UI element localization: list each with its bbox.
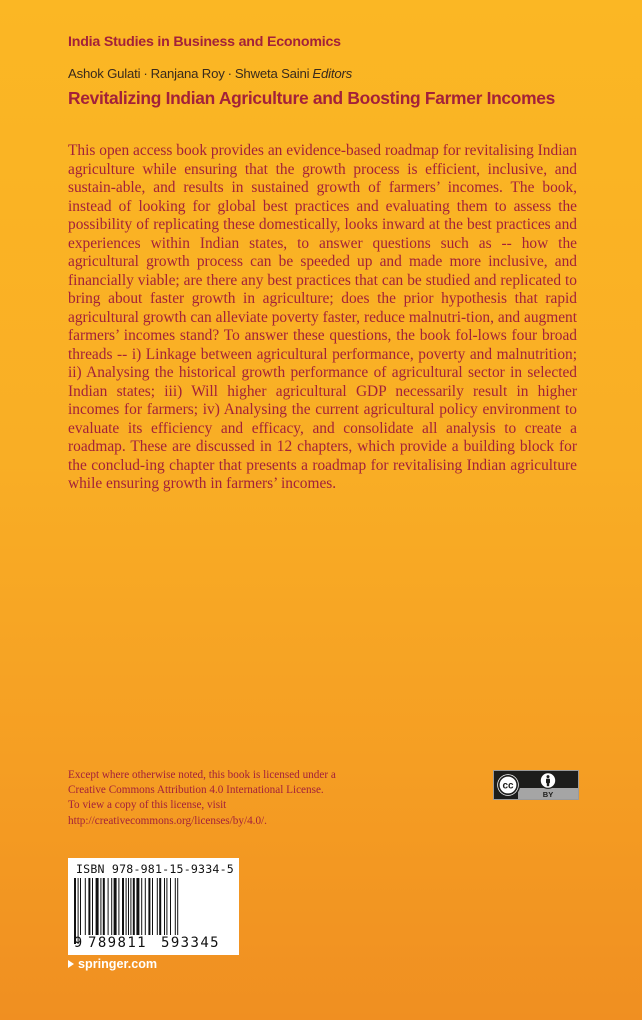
publisher-link-label: springer.com	[78, 957, 158, 971]
barcode-bar	[170, 878, 171, 935]
isbn-barcode	[68, 858, 239, 955]
cc-by-label: BY	[542, 789, 554, 799]
license-line: Except where otherwise noted, this book is licensed under a	[68, 769, 336, 781]
barcode-bar	[145, 878, 146, 935]
barcode-bar	[103, 878, 105, 935]
book-blurb: This open access book provides an evidence-based roadmap for revitalising Indian agriculture while ensuring that the growth process is efficient, inclusive, and sustain-able, and results in sustained growth of farmers’ incomes. The book, instead of looking for global best practices and evaluating them to assess the possibility of replicating these domestically, looks inward at the best practices and experiences within Indian states, to answer questions such as -- how the agricultural growth process can be speeded up and made more inclusive, and financially viable; are there any best practices that can be studied and replicated to bring about faster growth in agriculture; does the prior hypothesis that rapid agricultural growth can alleviate poverty faster, reduce malnutri-tion, and augment farmers’ incomes stand? To answer these questions, the book fol-lows four broad threads -- i) Linkage between agricultural performance, poverty and malnutrition; ii) Analysing the historical growth performance of agricultural sector in selected Indian states; iii) Will higher agricultural GDP necessarily result in higher incomes for farmers; iv) Analysing the current agricultural policy environment to evaluate its efficiency and efficacy, and consolidate all analysis to create a roadmap. These are discussed in 12 chapters, which provide a building block for the conclud-ing chapter that presents a roadmap for revitalising Indian agriculture while ensuring growth in farmers’ incomes.	[68, 142, 577, 492]
publisher-link[interactable]	[68, 957, 157, 971]
barcode-bar	[164, 878, 165, 935]
barcode-bar	[111, 878, 112, 935]
author-name: Ashok Gulati	[68, 66, 141, 81]
license-notice	[68, 768, 388, 829]
barcode-bar	[100, 878, 101, 935]
authors-line	[68, 66, 352, 81]
cc-by-license-badge[interactable]	[493, 770, 579, 800]
editors-role-label: Editors	[312, 66, 353, 81]
barcode-bar	[136, 878, 139, 935]
barcode-bar	[118, 878, 119, 935]
barcode-bar	[148, 878, 150, 935]
barcode-digits	[68, 935, 239, 951]
barcode-bar	[85, 878, 86, 935]
barcode-bar	[166, 878, 167, 935]
barcode-bar	[122, 878, 124, 935]
barcode-digit-group: 593345	[161, 935, 220, 951]
isbn-label: ISBN 978-981-15-9334-5	[76, 862, 234, 876]
author-name: Shweta Saini	[234, 66, 310, 81]
barcode-bar	[133, 878, 135, 935]
license-line: To view a copy of this license, visit	[68, 799, 227, 812]
barcode-bar	[141, 878, 142, 935]
barcode-digit-first: 9	[73, 935, 83, 951]
author-separator: ·	[227, 66, 232, 81]
barcode-bar	[88, 878, 90, 935]
barcode-bar	[96, 878, 99, 935]
series-title: India Studies in Business and Economics	[68, 34, 341, 50]
license-line: Creative Commons Attribution 4.0 International License.	[68, 784, 324, 797]
barcode-bar	[108, 878, 109, 935]
barcode-bar	[114, 878, 117, 935]
barcode-bar	[152, 878, 153, 935]
cc-logo-icon	[497, 774, 520, 797]
author-separator: ·	[143, 66, 148, 81]
author-name: Ranjana Roy	[150, 66, 225, 81]
license-url-link[interactable]: http://creativecommons.org/licenses/by/4.0/.	[68, 814, 267, 827]
barcode-digit-group: 789811	[88, 935, 147, 951]
person-icon	[540, 773, 556, 789]
barcode-bar	[80, 878, 81, 935]
barcode-bar	[92, 878, 93, 935]
book-title: Revitalizing Indian Agriculture and Boosting Farmer Incomes	[68, 88, 556, 108]
arrow-right-icon	[68, 960, 74, 968]
svg-text:cc: cc	[502, 780, 514, 792]
barcode-bar	[157, 878, 158, 935]
barcode-bar	[159, 878, 161, 935]
